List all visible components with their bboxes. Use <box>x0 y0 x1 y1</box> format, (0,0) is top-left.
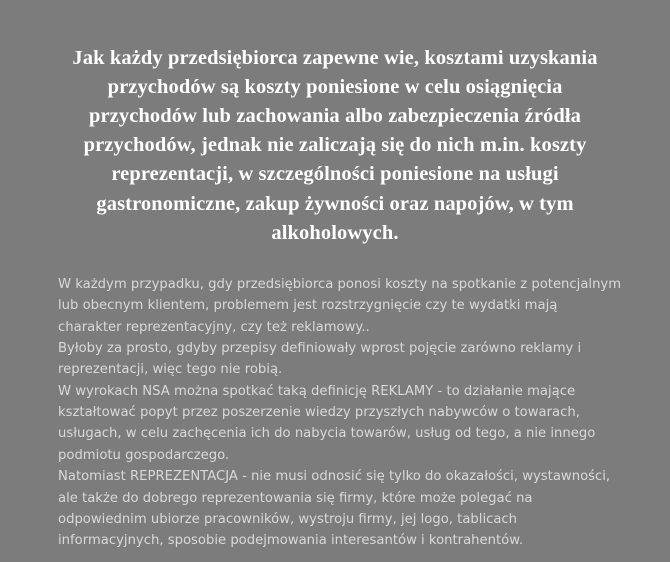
body-paragraph: W każdym przypadku, gdy przedsiębiorca ponosi koszty na spotkanie z potencjalnym lub obecnym klientem, problemem jest rozstrzygnięcie czy te wydatki mają charakter reprezentacyjny, czy też reklamowy.. <box>58 276 622 335</box>
body-paragraph: Byłoby za prosto, gdyby przepisy definiowały wprost pojęcie zarówno reklamy i reprezentacji, więc tego nie robią. <box>58 340 582 378</box>
slide-heading: Jak każdy przedsiębiorca zapewne wie, kosztami uzyskania przychodów są koszty poniesione w celu osiągnięcia przychodów lub zachowania albo zabezpieczenia źródła przychodów, jednak nie zaliczają się do nich m.in. koszty reprezentacji, w szczególności poniesione na usługi gastronomiczne, zakup żywności oraz napojów, w tym alkoholowych. <box>72 47 598 244</box>
body-paragraph: W wyrokach NSA można spotkać taką definicję REKLAMY - to działanie mające kształtować popyt przez poszerzenie wiedzy przyszłych nabywców o towarach, usługach, w celu zachęcenia ich do nabycia towarów, usług od tego, a nie innego podmiotu gospodarczego. <box>58 383 596 463</box>
body-paragraph: Natomiast REPREZENTACJA - nie musi odnosić się tylko do okazałości, wystawności, ale także do dobrego reprezentowania się firmy, które może polegać na odpowiednim ubiorze pracowników, wystroju firmy, jej logo, tablicach informacyjnych, sposobie podejmowania interesantów i kontrahentów. <box>58 469 611 549</box>
slide-body <box>0 248 670 552</box>
